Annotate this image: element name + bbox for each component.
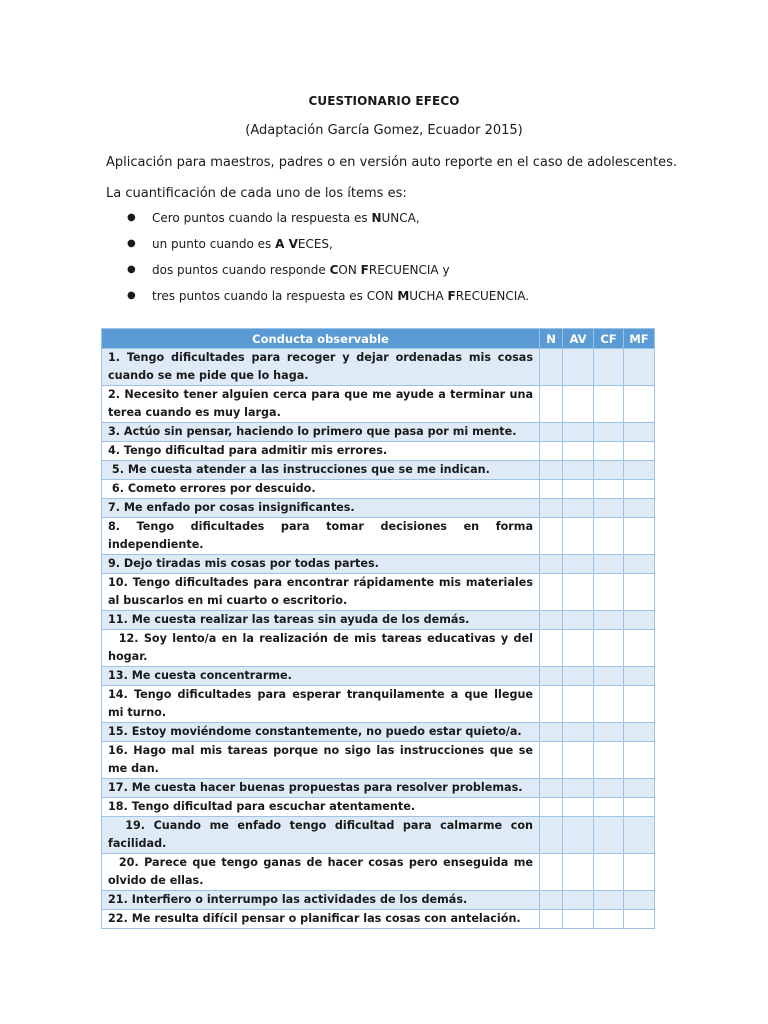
answer-cell-mf[interactable] [624, 611, 655, 630]
answer-cell-mf[interactable] [624, 854, 655, 891]
answer-cell-av[interactable] [563, 630, 594, 667]
table-row [102, 423, 655, 442]
answer-cell-av[interactable] [563, 574, 594, 611]
answer-cell-n[interactable] [540, 854, 563, 891]
answer-cell-av[interactable] [563, 349, 594, 386]
answer-cell-cf[interactable] [594, 499, 624, 518]
behavior-item: 8. Tengo dificultades para tomar decisiones en forma independiente. [102, 518, 540, 555]
table-row [102, 611, 655, 630]
answer-cell-av[interactable] [563, 386, 594, 423]
bullet-icon: ● [127, 290, 136, 301]
answer-cell-n[interactable] [540, 611, 563, 630]
rule-text: un punto cuando es [152, 237, 276, 251]
header-mf: MF [624, 329, 655, 349]
answer-cell-mf[interactable] [624, 518, 655, 555]
behavior-item: 13. Me cuesta concentrarme. [102, 667, 540, 686]
table-row [102, 555, 655, 574]
answer-cell-cf[interactable] [594, 742, 624, 779]
answer-cell-n[interactable] [540, 798, 563, 817]
answer-cell-n[interactable] [540, 518, 563, 555]
rule-text: UCHA [409, 289, 448, 303]
header-conducta: Conducta observable [102, 329, 540, 349]
table-header-row [102, 329, 655, 349]
answer-cell-mf[interactable] [624, 667, 655, 686]
answer-cell-mf[interactable] [624, 910, 655, 929]
answer-cell-av[interactable] [563, 798, 594, 817]
answer-cell-mf[interactable] [624, 798, 655, 817]
answer-cell-mf[interactable] [624, 349, 655, 386]
table-row [102, 499, 655, 518]
answer-cell-mf[interactable] [624, 891, 655, 910]
answer-cell-cf[interactable] [594, 723, 624, 742]
answer-cell-av[interactable] [563, 480, 594, 499]
table-row [102, 891, 655, 910]
answer-cell-mf[interactable] [624, 686, 655, 723]
rule-text: dos puntos cuando responde [152, 263, 330, 277]
answer-cell-av[interactable] [563, 611, 594, 630]
table-body [102, 349, 655, 929]
table-row [102, 630, 655, 667]
answer-cell-mf[interactable] [624, 442, 655, 461]
behavior-item: 20. Parece que tengo ganas de hacer cosas pero enseguida me olvido de ellas. [102, 854, 540, 891]
behavior-item: 1. Tengo dificultades para recoger y dejar ordenadas mis cosas cuando se me pide que lo haga. [102, 349, 540, 386]
bullet-icon: ● [127, 238, 136, 249]
answer-cell-mf[interactable] [624, 817, 655, 854]
rule-text: ECES, [297, 237, 333, 251]
answer-cell-av[interactable] [563, 723, 594, 742]
table-row [102, 461, 655, 480]
behavior-item: 21. Interfiero o interrumpo las actividades de los demás. [102, 891, 540, 910]
behavior-item: 18. Tengo dificultad para escuchar atentamente. [102, 798, 540, 817]
bullet-icon: ● [127, 264, 136, 275]
answer-cell-av[interactable] [563, 499, 594, 518]
answer-cell-n[interactable] [540, 630, 563, 667]
scoring-rule [127, 288, 687, 314]
quantification-paragraph: La cuantificación de cada uno de los ítems es: [106, 186, 407, 201]
answer-cell-cf[interactable] [594, 854, 624, 891]
rule-bold-letter: M [397, 289, 410, 303]
answer-cell-av[interactable] [563, 854, 594, 891]
behavior-item: 3. Actúo sin pensar, haciendo lo primero que pasa por mi mente. [102, 423, 540, 442]
document-title: CUESTIONARIO EFECO [308, 94, 460, 108]
answer-cell-av[interactable] [563, 555, 594, 574]
table-row [102, 349, 655, 386]
answer-cell-n[interactable] [540, 461, 563, 480]
bullet-icon: ● [127, 212, 136, 223]
answer-cell-n[interactable] [540, 891, 563, 910]
table-row [102, 779, 655, 798]
questionnaire-table [101, 328, 655, 929]
answer-cell-cf[interactable] [594, 480, 624, 499]
answer-cell-cf[interactable] [594, 667, 624, 686]
answer-cell-cf[interactable] [594, 518, 624, 555]
table-row [102, 574, 655, 611]
rule-text: RECUENCIA. [455, 289, 530, 303]
answer-cell-n[interactable] [540, 667, 563, 686]
header-av: AV [563, 329, 594, 349]
answer-cell-av[interactable] [563, 667, 594, 686]
answer-cell-av[interactable] [563, 891, 594, 910]
header-cf: CF [594, 329, 624, 349]
answer-cell-cf[interactable] [594, 386, 624, 423]
answer-cell-cf[interactable] [594, 798, 624, 817]
rule-text: UNCA, [381, 211, 420, 225]
answer-cell-cf[interactable] [594, 910, 624, 929]
behavior-item: 2. Necesito tener alguien cerca para que me ayude a terminar una terea cuando es muy larga. [102, 386, 540, 423]
answer-cell-n[interactable] [540, 817, 563, 854]
answer-cell-av[interactable] [563, 779, 594, 798]
answer-cell-mf[interactable] [624, 423, 655, 442]
table-row [102, 667, 655, 686]
table-row [102, 518, 655, 555]
answer-cell-cf[interactable] [594, 574, 624, 611]
table-row [102, 723, 655, 742]
answer-cell-n[interactable] [540, 480, 563, 499]
answer-cell-n[interactable] [540, 442, 563, 461]
behavior-item: 15. Estoy moviéndome constantemente, no puedo estar quieto/a. [102, 723, 540, 742]
rule-text: tres puntos cuando la respuesta es CON [152, 289, 398, 303]
answer-cell-mf[interactable] [624, 499, 655, 518]
scoring-rule [127, 262, 687, 288]
answer-cell-mf[interactable] [624, 723, 655, 742]
answer-cell-n[interactable] [540, 910, 563, 929]
rule-bold-letter: N [371, 211, 382, 225]
answer-cell-cf[interactable] [594, 686, 624, 723]
answer-cell-cf[interactable] [594, 630, 624, 667]
answer-cell-cf[interactable] [594, 555, 624, 574]
answer-cell-n[interactable] [540, 349, 563, 386]
answer-cell-n[interactable] [540, 499, 563, 518]
answer-cell-n[interactable] [540, 723, 563, 742]
rule-bold-letter: A V [275, 237, 298, 251]
answer-cell-av[interactable] [563, 817, 594, 854]
table-row [102, 686, 655, 723]
behavior-item: 17. Me cuesta hacer buenas propuestas para resolver problemas. [102, 779, 540, 798]
behavior-item: 19. Cuando me enfado tengo dificultad para calmarme con facilidad. [102, 817, 540, 854]
answer-cell-mf[interactable] [624, 574, 655, 611]
scoring-rules-list [127, 210, 687, 314]
answer-cell-n[interactable] [540, 574, 563, 611]
table-row [102, 386, 655, 423]
table-row [102, 480, 655, 499]
rule-text: ON [338, 263, 361, 277]
behavior-item: 6. Cometo errores por descuido. [102, 480, 540, 499]
answer-cell-cf[interactable] [594, 611, 624, 630]
answer-cell-av[interactable] [563, 910, 594, 929]
rule-text: RECUENCIA y [368, 263, 450, 277]
behavior-item: 16. Hago mal mis tareas porque no sigo las instrucciones que se me dan. [102, 742, 540, 779]
table-row [102, 442, 655, 461]
answer-cell-av[interactable] [563, 461, 594, 480]
behavior-item: 11. Me cuesta realizar las tareas sin ayuda de los demás. [102, 611, 540, 630]
answer-cell-mf[interactable] [624, 555, 655, 574]
answer-cell-n[interactable] [540, 686, 563, 723]
scoring-rule [127, 236, 687, 262]
rule-text: Cero puntos cuando la respuesta es [152, 211, 372, 225]
answer-cell-cf[interactable] [594, 817, 624, 854]
answer-cell-n[interactable] [540, 742, 563, 779]
table-row [102, 742, 655, 779]
table-row [102, 910, 655, 929]
answer-cell-mf[interactable] [624, 386, 655, 423]
scoring-rule [127, 210, 687, 236]
answer-cell-cf[interactable] [594, 891, 624, 910]
behavior-item: 4. Tengo dificultad para admitir mis errores. [102, 442, 540, 461]
answer-cell-av[interactable] [563, 742, 594, 779]
answer-cell-mf[interactable] [624, 742, 655, 779]
answer-cell-mf[interactable] [624, 779, 655, 798]
answer-cell-cf[interactable] [594, 779, 624, 798]
answer-cell-cf[interactable] [594, 461, 624, 480]
behavior-item: 7. Me enfado por cosas insignificantes. [102, 499, 540, 518]
intro-paragraph: Aplicación para maestros, padres o en versión auto reporte en el caso de adolescentes. [106, 155, 678, 170]
behavior-item: 9. Dejo tiradas mis cosas por todas partes. [102, 555, 540, 574]
answer-cell-n[interactable] [540, 555, 563, 574]
rule-bold-letter: F [360, 263, 369, 277]
answer-cell-mf[interactable] [624, 630, 655, 667]
behavior-item: 12. Soy lento/a en la realización de mis tareas educativas y del hogar. [102, 630, 540, 667]
answer-cell-mf[interactable] [624, 480, 655, 499]
behavior-item: 5. Me cuesta atender a las instrucciones que se me indican. [102, 461, 540, 480]
behavior-item: 10. Tengo dificultades para encontrar rápidamente mis materiales al buscarlos en mi cuarto o escritorio. [102, 574, 540, 611]
rule-bold-letter: F [447, 289, 456, 303]
answer-cell-mf[interactable] [624, 461, 655, 480]
behavior-item: 14. Tengo dificultades para esperar tranquilamente a que llegue mi turno. [102, 686, 540, 723]
table-row [102, 854, 655, 891]
answer-cell-av[interactable] [563, 518, 594, 555]
behavior-item: 22. Me resulta difícil pensar o planificar las cosas con antelación. [102, 910, 540, 929]
answer-cell-cf[interactable] [594, 349, 624, 386]
document-subtitle: (Adaptación García Gomez, Ecuador 2015) [245, 123, 523, 138]
answer-cell-av[interactable] [563, 423, 594, 442]
rule-bold-letter: C [329, 263, 339, 277]
answer-cell-n[interactable] [540, 423, 563, 442]
answer-cell-cf[interactable] [594, 442, 624, 461]
answer-cell-n[interactable] [540, 779, 563, 798]
answer-cell-av[interactable] [563, 686, 594, 723]
header-n: N [540, 329, 563, 349]
table-row [102, 817, 655, 854]
answer-cell-n[interactable] [540, 386, 563, 423]
answer-cell-av[interactable] [563, 442, 594, 461]
table-row [102, 798, 655, 817]
answer-cell-cf[interactable] [594, 423, 624, 442]
